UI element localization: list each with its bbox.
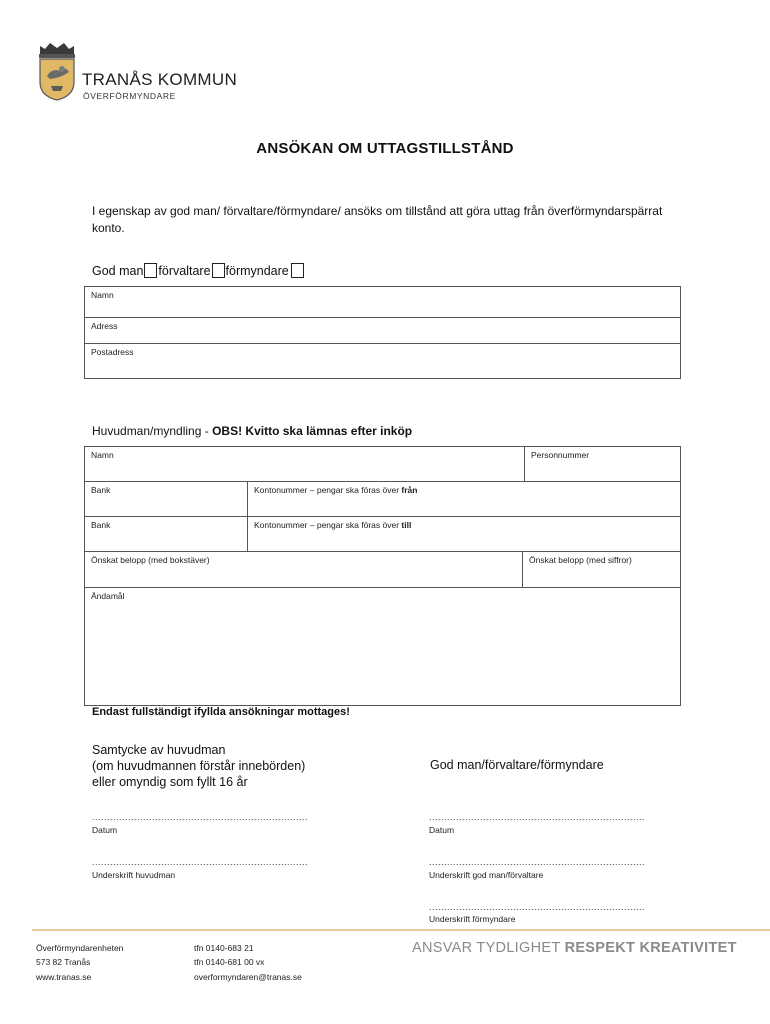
footer-phone-1: tfn 0140-683 21 [194,943,254,953]
role-label-formyndare: förmyndare [225,263,289,278]
consent-line-2: (om huvudmannen förstår innebörden) [92,759,306,773]
footer-unit: Överförmyndarenheten [36,943,124,953]
ward-personnummer-label: Personnummer [531,450,590,460]
applicant-postal-address-label: Postadress [91,347,134,357]
signature-ward-label: Underskrift huvudman [92,870,176,880]
ward-personnummer-field[interactable] [525,447,681,482]
applicant-postal-address-field[interactable] [85,344,681,378]
forvaltare-checkbox[interactable] [212,263,225,278]
account-to-field[interactable] [248,517,681,552]
account-to-label: Kontonummer – pengar ska föras över till [254,520,412,530]
account-from-field[interactable] [248,482,681,517]
footer-web-link[interactable]: www.tranas.se [36,972,92,982]
footer-contact [194,942,302,985]
footer-address [36,942,123,985]
account-from-label: Kontonummer – pengar ska föras över från [254,485,418,495]
bank-to-field[interactable] [85,517,248,552]
amount-digits-field[interactable] [523,552,681,588]
date-right-label: Datum [429,825,455,835]
applicant-address-field[interactable] [85,318,681,344]
guardian-title: God man/förvaltare/förmyndare [430,758,604,772]
completeness-notice: Endast fullständigt ifyllda ansökningar mottages! [92,706,350,718]
consent-line-1: Samtycke av huvudman [92,743,226,757]
ward-name-label: Namn [91,450,114,460]
signature-ward-line[interactable]: ........................................................................ [92,857,309,867]
bank-to-label: Bank [91,520,111,530]
slogan-light: ANSVAR TYDLIGHET [412,940,565,956]
bank-from-label: Bank [91,485,111,495]
role-label-god-man: God man [92,263,144,278]
role-selector [92,263,305,278]
footer-postal: 573 82 Tranås [36,956,91,967]
form-title: ANSÖKAN OM UTTAGSTILLSTÅND [256,140,514,157]
signature-guardian-line[interactable]: ........................................................................ [429,857,646,867]
signature-custodian-line[interactable]: ........................................................................ [429,902,646,912]
applicant-table [84,286,681,379]
date-right-line[interactable]: ........................................................................ [429,812,646,822]
date-left-line[interactable]: ........................................................................ [92,812,309,822]
date-left-label: Datum [92,825,118,835]
applicant-address-label: Adress [91,321,118,331]
purpose-field[interactable] [85,588,681,705]
role-label-forvaltare: förvaltare [158,263,211,278]
amount-digits-label: Önskat belopp (med siffror) [529,555,632,565]
org-name: TRANÅS KOMMUN [82,70,238,89]
consent-line-3: eller omyndig som fyllt 16 år [92,775,248,789]
coat-of-arms-logo [36,42,78,102]
footer-phone-2: tfn 0140-681 00 vx [194,956,265,967]
slogan-bold: RESPEKT KREATIVITET [564,940,737,956]
purpose-label: Ändamål [91,591,125,601]
amount-letters-field[interactable] [85,552,523,588]
ward-section-heading [92,424,412,438]
formyndare-checkbox[interactable] [291,263,304,278]
signature-custodian-label: Underskrift förmyndare [429,914,516,924]
org-subtitle: ÖVERFÖRMYNDARE [83,91,176,101]
footer-email-link[interactable]: overformyndaren@tranas.se [194,972,302,982]
god-man-checkbox[interactable] [144,263,157,278]
signature-guardian-label: Underskrift god man/förvaltare [429,870,544,880]
ward-name-field[interactable] [85,447,525,482]
footer-divider [32,929,770,931]
consent-heading [92,742,305,790]
ward-table [84,446,681,706]
applicant-name-label: Namn [91,290,114,300]
slogan [412,940,737,956]
applicant-name-field[interactable] [85,287,681,318]
ward-heading-bold: OBS! Kvitto ska lämnas efter inköp [212,424,413,438]
ward-heading-text: Huvudman/myndling - [92,424,213,438]
bank-from-field[interactable] [85,482,248,517]
amount-letters-label: Önskat belopp (med bokstäver) [91,555,210,565]
intro-text: I egenskap av god man/ förvaltare/förmyndare/ ansöks om tillstånd att göra uttag från överförmyndarspärrat konto. [92,204,663,235]
